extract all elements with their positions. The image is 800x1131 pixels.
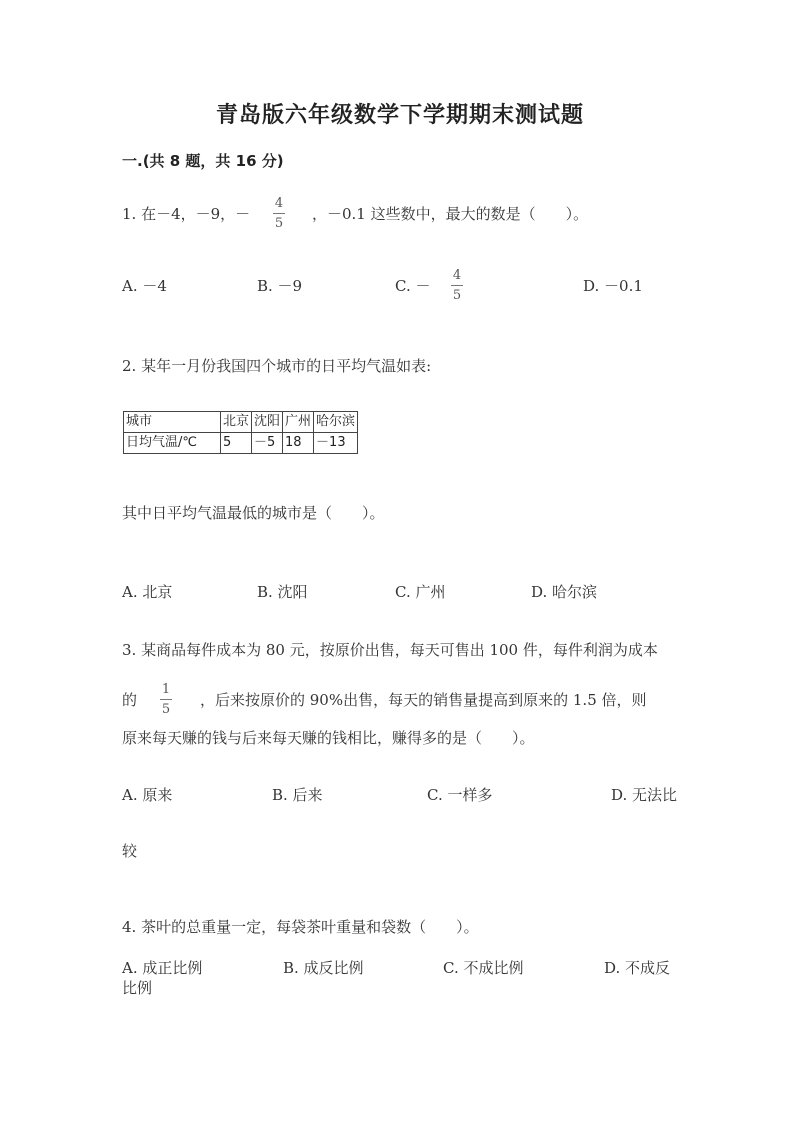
table-cell: 广州 xyxy=(283,412,314,433)
table-cell: 18 xyxy=(283,433,314,454)
table-header-row xyxy=(124,412,358,433)
question-4-option-b[interactable]: B. 成反比例 xyxy=(283,959,364,977)
table-cell: 北京 xyxy=(221,412,252,433)
question-3-line-2-start: 的 xyxy=(122,691,138,709)
question-4-option-d-continued: 比例 xyxy=(122,979,153,997)
question-3-option-a[interactable]: A. 原来 xyxy=(122,786,173,804)
fraction-denominator: 5 xyxy=(274,216,284,231)
question-1-option-c[interactable]: C. － xyxy=(395,277,431,295)
question-2-question: 其中日平均气温最低的城市是（ ）。 xyxy=(122,504,385,522)
question-3-line-2-end: ，后来按原价的 90%出售，每天的销售量提高到原来的 1.5 倍，则 xyxy=(200,691,647,709)
table-cell: 5 xyxy=(221,433,252,454)
question-3-option-c[interactable]: C. 一样多 xyxy=(427,786,493,804)
question-1-fraction xyxy=(273,196,285,231)
question-2-stem: 2. 某年一月份我国四个城市的日平均气温如表: xyxy=(122,357,432,375)
question-1-option-d[interactable]: D. －0.1 xyxy=(583,277,643,295)
question-2-option-d[interactable]: D. 哈尔滨 xyxy=(531,583,598,601)
question-3-line-3: 原来每天赚的钱与后来每天赚的钱相比，赚得多的是（ ）。 xyxy=(122,729,535,747)
temperature-table xyxy=(123,411,358,454)
table-cell: －5 xyxy=(252,433,283,454)
table-cell: 沈阳 xyxy=(252,412,283,433)
question-4-option-d[interactable]: D. 不成反 xyxy=(604,959,671,977)
table-row xyxy=(124,433,358,454)
table-cell: －13 xyxy=(314,433,358,454)
question-3-option-d-continued: 较 xyxy=(122,842,138,860)
question-4-option-a[interactable]: A. 成正比例 xyxy=(122,959,203,977)
question-2-option-a[interactable]: A. 北京 xyxy=(122,583,173,601)
question-1-option-b[interactable]: B. －9 xyxy=(257,277,303,295)
question-1-option-c-fraction xyxy=(451,268,463,303)
fraction-bar xyxy=(451,285,463,286)
fraction-denominator: 5 xyxy=(161,702,171,717)
page-title: 青岛版六年级数学下学期期末测试题 xyxy=(215,103,584,128)
section-heading: 一.(共 8 题，共 16 分) xyxy=(122,152,284,170)
question-2-option-b[interactable]: B. 沈阳 xyxy=(257,583,308,601)
question-3-line-1: 3. 某商品每件成本为 80 元，按原价出售，每天可售出 100 件，每件利润为成本 xyxy=(122,641,658,659)
question-3-option-b[interactable]: B. 后来 xyxy=(272,786,323,804)
question-1-stem-end: ，－0.1 这些数中，最大的数是（ ）。 xyxy=(312,205,589,223)
table-cell: 日均气温/℃ xyxy=(124,433,221,454)
fraction-numerator: 1 xyxy=(161,682,171,697)
question-4-option-c[interactable]: C. 不成比例 xyxy=(443,959,524,977)
fraction-bar xyxy=(160,699,172,700)
fraction-numerator: 4 xyxy=(452,268,462,283)
fraction-numerator: 4 xyxy=(274,196,284,211)
question-1-stem-start: 1. 在－4，－9，－ xyxy=(122,205,251,223)
fraction-denominator: 5 xyxy=(452,288,462,303)
question-1-option-a[interactable]: A. －4 xyxy=(122,277,167,295)
question-2-option-c[interactable]: C. 广州 xyxy=(395,583,446,601)
table-cell: 城市 xyxy=(124,412,221,433)
fraction-bar xyxy=(273,213,285,214)
table-cell: 哈尔滨 xyxy=(314,412,358,433)
question-3-fraction xyxy=(160,682,172,717)
question-3-option-d[interactable]: D. 无法比 xyxy=(611,786,678,804)
question-4-stem: 4. 茶叶的总重量一定，每袋茶叶重量和袋数（ ）。 xyxy=(122,918,479,936)
